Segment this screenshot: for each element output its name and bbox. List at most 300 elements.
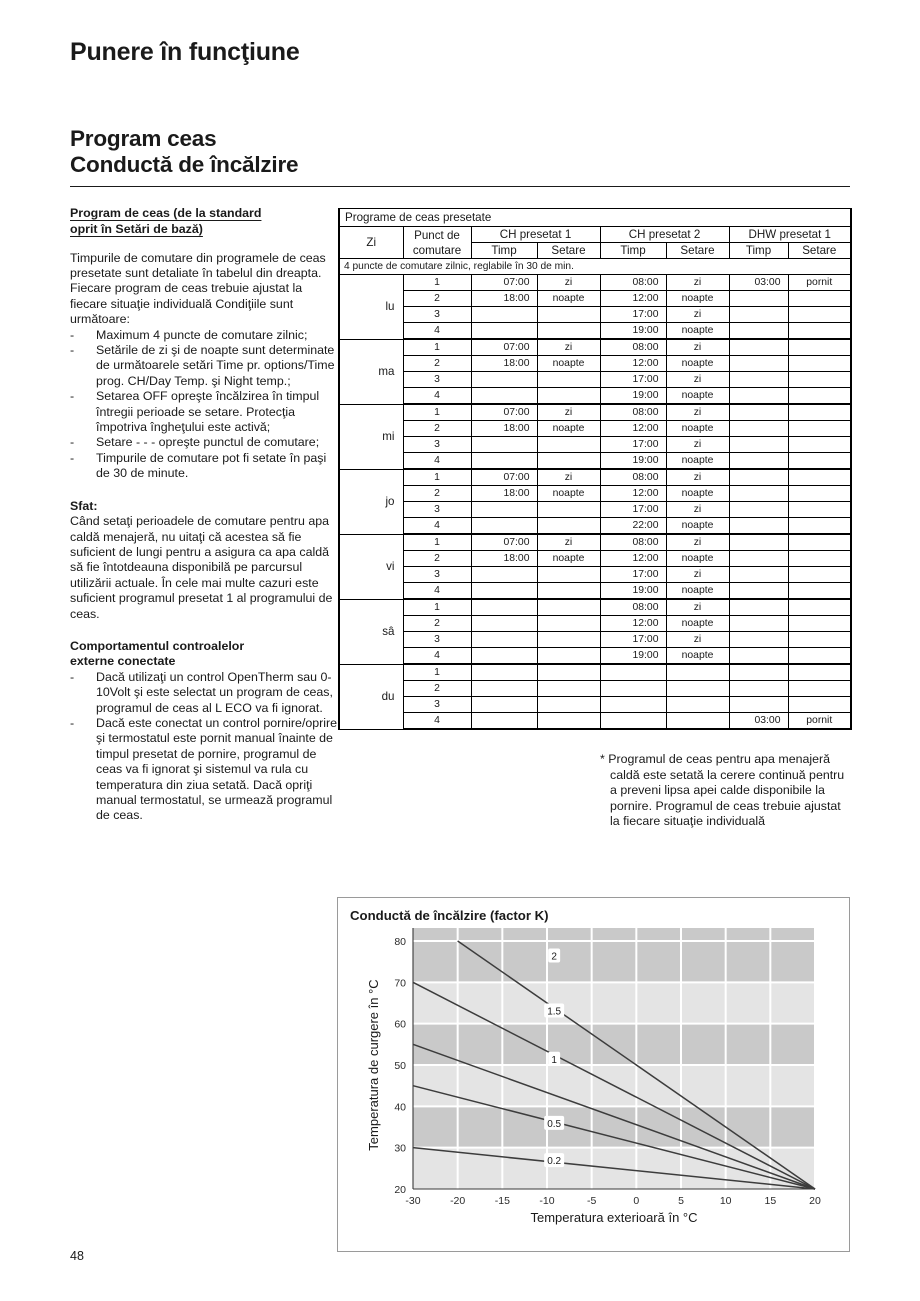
ch1-time: 07:00 (471, 275, 537, 291)
chart-x-axis-label: Temperatura exterioară în °C (530, 1210, 698, 1225)
chart-band (413, 982, 815, 1023)
chart-y-tick-label: 30 (394, 1142, 406, 1155)
ch1-time (471, 616, 537, 632)
chart-x-tick-label: 5 (678, 1195, 684, 1207)
ch1-setting (537, 502, 600, 518)
clock-program-subheading (70, 206, 338, 238)
ch1-setting (537, 453, 600, 470)
day-label: ma (339, 339, 403, 404)
list-item-text: Setările de zi şi de noapte sunt determinate de următoarele setări Time pr. options/Time prog. CH/Day Temp. şi Night temp.; (96, 343, 335, 388)
ch1-setting (537, 372, 600, 388)
dhw-setting: pornit (788, 713, 851, 730)
switch-point-number: 2 (403, 356, 471, 372)
list-item (70, 343, 338, 389)
ch1-time (471, 697, 537, 713)
ch2-setting: zi (666, 404, 729, 421)
ch2-time (600, 697, 666, 713)
chart-y-tick-label: 20 (394, 1184, 406, 1196)
chart-y-axis-label: Temperatura de curgere în °C (366, 979, 381, 1151)
ch2-time: 19:00 (600, 323, 666, 340)
ch2-setting: noapte (666, 583, 729, 600)
switch-point-number: 4 (403, 583, 471, 600)
ch1-time (471, 664, 537, 681)
ch1-time (471, 648, 537, 665)
schedule-table-container (338, 208, 850, 730)
list-item (70, 716, 338, 824)
chart-band (413, 941, 815, 982)
ch2-time: 12:00 (600, 551, 666, 567)
chart-band (413, 1024, 815, 1065)
ch1-setting (537, 323, 600, 340)
dhw-time (729, 291, 788, 307)
day-label: lu (339, 275, 403, 340)
ch2-time: 19:00 (600, 583, 666, 600)
switch-point-number: 1 (403, 664, 471, 681)
intro-paragraph: Timpurile de comutare din programele de ceas presetate sunt detaliate în tabelul din dreapta. Fiecare program de ceas trebuie ajustat la fiecare situaţie individuală Condiţiile sunt următoare: (70, 250, 326, 327)
ch2-time: 17:00 (600, 437, 666, 453)
ch2-time (600, 664, 666, 681)
ch1-setting (537, 388, 600, 405)
table-row (339, 437, 851, 453)
list-item (70, 670, 338, 716)
dhw-setting (788, 291, 851, 307)
day-label: sâ (339, 599, 403, 664)
dhw-setting (788, 453, 851, 470)
switch-point-number: 2 (403, 291, 471, 307)
ch1-time (471, 502, 537, 518)
clock-program-subheading-line-2: oprit în Setări de bază) (70, 221, 203, 236)
table-row (339, 648, 851, 665)
ch1-setting (537, 518, 600, 535)
dhw-setting (788, 697, 851, 713)
ch1-time (471, 388, 537, 405)
ch2-setting: noapte (666, 518, 729, 535)
dhw-time (729, 453, 788, 470)
ch1-time (471, 567, 537, 583)
external-controls-heading (70, 639, 338, 670)
list-item-text: Maximum 4 puncte de comutare zilnic; (96, 327, 308, 342)
ch2-setting: zi (666, 437, 729, 453)
chart-y-tick-label: 60 (394, 1018, 406, 1031)
list-item (70, 435, 338, 450)
ch1-time (471, 713, 537, 730)
title-divider (70, 186, 850, 187)
section-title (70, 126, 298, 178)
ch2-setting: zi (666, 275, 729, 291)
ch2-time: 17:00 (600, 567, 666, 583)
external-controls-list (70, 670, 338, 824)
table-row (339, 307, 851, 323)
list-item (70, 389, 338, 435)
chart-title: Conductă de încălzire (factor K) (350, 908, 549, 923)
dhw-setting (788, 421, 851, 437)
ch1-setting (537, 567, 600, 583)
chart-x-tick-label: -5 (586, 1195, 597, 1207)
dhw-setting (788, 486, 851, 502)
column-header-ch-preset-1: CH presetat 1 (471, 227, 600, 243)
switch-point-number: 4 (403, 518, 471, 535)
ch2-setting: noapte (666, 388, 729, 405)
ch1-time (471, 372, 537, 388)
dhw-setting: pornit (788, 275, 851, 291)
ch2-time: 08:00 (600, 469, 666, 486)
table-caption-row (339, 209, 851, 227)
table-row (339, 681, 851, 697)
ch2-time (600, 713, 666, 730)
dhw-time (729, 356, 788, 372)
table-row (339, 339, 851, 356)
ch2-time: 17:00 (600, 502, 666, 518)
ch2-setting: zi (666, 599, 729, 616)
list-item-text: Dacă utilizaţi un control OpenTherm sau 0-10Volt şi este selectat un program de ceas, programul de ceas al L ECO va fi ignorat. (96, 669, 333, 715)
chart-y-tick-label: 70 (394, 977, 406, 990)
column-header-switch-point: Punct de comutare (403, 227, 471, 259)
sub-column-header: Timp (729, 243, 788, 259)
ch1-setting (537, 307, 600, 323)
ch2-time: 08:00 (600, 339, 666, 356)
ch1-setting: noapte (537, 421, 600, 437)
ch1-time: 07:00 (471, 339, 537, 356)
ch1-time: 18:00 (471, 551, 537, 567)
tip-heading: Sfat: (70, 498, 98, 513)
column-header-dhw-preset-1: DHW presetat 1 (729, 227, 851, 243)
dhw-time (729, 648, 788, 665)
dhw-time (729, 323, 788, 340)
table-row (339, 275, 851, 291)
dash-marker: - (70, 669, 75, 684)
switch-point-number: 4 (403, 713, 471, 730)
ch1-setting: zi (537, 339, 600, 356)
dhw-time: 03:00 (729, 275, 788, 291)
ch2-time: 12:00 (600, 291, 666, 307)
ch2-setting (666, 681, 729, 697)
left-text-column (70, 206, 338, 824)
dhw-setting (788, 404, 851, 421)
ch2-setting: noapte (666, 486, 729, 502)
chart-curve-label-0.2: 0.2 (547, 1156, 562, 1168)
table-row (339, 356, 851, 372)
ch1-time (471, 681, 537, 697)
dhw-setting (788, 551, 851, 567)
ch2-setting (666, 713, 729, 730)
ch1-setting (537, 681, 600, 697)
dhw-time (729, 616, 788, 632)
table-row (339, 323, 851, 340)
ch1-setting (537, 632, 600, 648)
ch1-time (471, 583, 537, 600)
dhw-setting (788, 372, 851, 388)
table-caption: Programe de ceas presetate (339, 209, 851, 227)
dash-marker: - (70, 450, 75, 465)
external-controls-heading-line-1: Comportamentul controalelor (70, 638, 245, 653)
dhw-time (729, 372, 788, 388)
dhw-time (729, 632, 788, 648)
dhw-time (729, 404, 788, 421)
ch2-setting: zi (666, 339, 729, 356)
chart-curve-label-1.5: 1.5 (547, 1006, 562, 1018)
dhw-time (729, 681, 788, 697)
ch1-time: 18:00 (471, 421, 537, 437)
clock-program-subheading-line-1: Program de ceas (de la standard (70, 206, 262, 220)
chart-y-tick-label: 80 (394, 936, 406, 948)
ch2-setting: noapte (666, 648, 729, 665)
dhw-time (729, 502, 788, 518)
sub-column-header: Setare (788, 243, 851, 259)
page-number: 48 (70, 1249, 84, 1263)
ch2-time (600, 681, 666, 697)
ch2-time: 12:00 (600, 486, 666, 502)
ch2-time: 17:00 (600, 372, 666, 388)
ch1-setting: noapte (537, 291, 600, 307)
chart-y-tick-label: 40 (394, 1101, 406, 1114)
table-row (339, 534, 851, 551)
day-label: du (339, 664, 403, 729)
dhw-time (729, 697, 788, 713)
column-header-ch-preset-2: CH presetat 2 (600, 227, 729, 243)
switch-point-number: 1 (403, 275, 471, 291)
ch2-time: 08:00 (600, 534, 666, 551)
ch1-setting: zi (537, 404, 600, 421)
table-note: 4 puncte de comutare zilnic, reglabile în 30 de min. (339, 259, 851, 275)
table-row (339, 583, 851, 600)
dhw-time (729, 437, 788, 453)
dash-marker: - (70, 327, 75, 342)
table-row (339, 453, 851, 470)
ch1-time: 07:00 (471, 404, 537, 421)
switch-point-number: 1 (403, 404, 471, 421)
dhw-setting (788, 323, 851, 340)
table-row (339, 404, 851, 421)
ch1-setting: noapte (537, 486, 600, 502)
sub-column-header: Timp (471, 243, 537, 259)
table-row (339, 518, 851, 535)
switch-point-number: 2 (403, 616, 471, 632)
switch-point-number: 3 (403, 697, 471, 713)
table-group-header-row (339, 227, 851, 243)
switch-point-number: 2 (403, 486, 471, 502)
ch1-setting (537, 599, 600, 616)
dhw-setting (788, 502, 851, 518)
ch2-time: 08:00 (600, 275, 666, 291)
tip-paragraph: Când setaţi perioadele de comutare pentru apa caldă menajeră, nu uitaţi că acestea să fie suficient de lungi pentru a asigura ca apa caldă să fie întotdeauna disponibilă pe parcursul utilizării actuale. În cele mai multe cazuri este suficient programul presetat 1 al programului de ceas. (70, 514, 333, 621)
ch2-setting: noapte (666, 323, 729, 340)
ch1-setting (537, 583, 600, 600)
ch2-time: 19:00 (600, 388, 666, 405)
dhw-setting (788, 664, 851, 681)
chart-x-tick-label: 10 (719, 1195, 732, 1207)
list-item-text: Dacă este conectat un control pornire/oprire şi termostatul este pornit manual înainte de timpul presetat de pornire, programul de ceas va fi ignorat şi sistemul va rula cu temperatura din ziua setată. Dacă opriţi manual termostatul, se urmează programul de ceas. (96, 715, 338, 823)
dhw-footnote-text: * Programul de ceas pentru apa menajeră caldă este setată la cerere continuă pentru a preveni lipsa apei calde disponibile la pornire. Programul de ceas trebuie ajustat la fiecare situaţie individuală (600, 752, 845, 829)
ch2-time: 08:00 (600, 599, 666, 616)
switch-point-number: 1 (403, 469, 471, 486)
list-item-text: Setare - - - opreşte punctul de comutare; (96, 435, 320, 450)
dhw-time (729, 599, 788, 616)
ch2-time: 12:00 (600, 616, 666, 632)
ch1-time (471, 518, 537, 535)
ch2-time: 12:00 (600, 356, 666, 372)
ch1-time (471, 307, 537, 323)
ch1-setting: zi (537, 534, 600, 551)
switch-point-number: 1 (403, 534, 471, 551)
ch2-setting: noapte (666, 291, 729, 307)
chart-y-tick-label: 50 (394, 1060, 406, 1072)
page-title: Punere în funcţiune (70, 38, 300, 66)
ch2-setting (666, 664, 729, 681)
table-row (339, 291, 851, 307)
dhw-setting (788, 648, 851, 665)
switch-point-number: 1 (403, 339, 471, 356)
ch2-setting: zi (666, 307, 729, 323)
dhw-setting (788, 469, 851, 486)
dhw-setting (788, 681, 851, 697)
day-label: vi (339, 534, 403, 599)
dhw-setting (788, 583, 851, 600)
ch2-time: 17:00 (600, 307, 666, 323)
ch1-time (471, 323, 537, 340)
sub-column-header: Setare (537, 243, 600, 259)
ch1-setting: noapte (537, 356, 600, 372)
chart-x-tick-label: -15 (494, 1195, 510, 1207)
conditions-list (70, 328, 338, 482)
ch2-setting: noapte (666, 551, 729, 567)
ch2-time: 19:00 (600, 648, 666, 665)
ch1-setting: zi (537, 469, 600, 486)
ch2-setting: noapte (666, 421, 729, 437)
switch-point-number: 4 (403, 388, 471, 405)
switch-point-number: 4 (403, 648, 471, 665)
preset-clock-programs-table (338, 208, 852, 730)
dhw-setting (788, 437, 851, 453)
switch-point-number: 1 (403, 599, 471, 616)
ch1-time: 18:00 (471, 291, 537, 307)
table-row (339, 567, 851, 583)
column-header-day: Zi (339, 227, 403, 259)
table-row (339, 697, 851, 713)
chart-curve-label-0.5: 0.5 (547, 1118, 562, 1130)
ch1-setting: zi (537, 275, 600, 291)
dhw-setting (788, 388, 851, 405)
dash-marker: - (70, 343, 75, 358)
external-controls-heading-line-2: externe conectate (70, 654, 176, 669)
table-row (339, 551, 851, 567)
dhw-time (729, 567, 788, 583)
ch1-time (471, 632, 537, 648)
ch2-time: 19:00 (600, 453, 666, 470)
table-row (339, 486, 851, 502)
ch2-time: 17:00 (600, 632, 666, 648)
switch-point-number: 4 (403, 453, 471, 470)
chart-x-tick-label: 20 (809, 1195, 821, 1207)
ch2-setting: zi (666, 567, 729, 583)
switch-point-number: 3 (403, 567, 471, 583)
switch-point-number: 2 (403, 681, 471, 697)
ch1-setting (537, 697, 600, 713)
ch2-time: 22:00 (600, 518, 666, 535)
ch1-setting (537, 616, 600, 632)
ch1-setting: noapte (537, 551, 600, 567)
list-item-text: Timpurile de comutare pot fi setate în paşi de 30 de minute. (96, 450, 327, 481)
table-row (339, 632, 851, 648)
heating-curve-chart (337, 897, 850, 1252)
dhw-time (729, 486, 788, 502)
table-row (339, 372, 851, 388)
ch1-setting (537, 664, 600, 681)
ch1-setting (537, 437, 600, 453)
ch2-time: 08:00 (600, 404, 666, 421)
table-row (339, 664, 851, 681)
section-title-line-2: Conductă de încălzire (70, 152, 299, 177)
dhw-time (729, 388, 788, 405)
dhw-setting (788, 567, 851, 583)
table-row (339, 713, 851, 730)
dhw-time (729, 469, 788, 486)
list-item-text: Setarea OFF opreşte încălzirea în timpul întregii perioade se setare. Protecţia împotriva îngheţului este activă; (96, 389, 320, 435)
table-row (339, 616, 851, 632)
chart-x-tick-label: 15 (764, 1195, 777, 1207)
dhw-setting (788, 307, 851, 323)
dash-marker: - (70, 715, 75, 730)
ch1-time: 18:00 (471, 356, 537, 372)
chart-curve-label-2: 2 (551, 951, 557, 963)
ch2-setting: noapte (666, 356, 729, 372)
ch2-time: 12:00 (600, 421, 666, 437)
ch2-setting: noapte (666, 616, 729, 632)
dhw-setting (788, 356, 851, 372)
day-label: jo (339, 469, 403, 534)
dhw-time (729, 583, 788, 600)
ch1-setting (537, 648, 600, 665)
ch1-time (471, 453, 537, 470)
dhw-setting (788, 616, 851, 632)
switch-point-number: 3 (403, 437, 471, 453)
switch-point-number: 2 (403, 551, 471, 567)
dhw-time (729, 421, 788, 437)
dash-marker: - (70, 389, 75, 404)
ch2-setting: zi (666, 632, 729, 648)
ch2-setting: zi (666, 372, 729, 388)
switch-point-number: 3 (403, 372, 471, 388)
chart-band (413, 1106, 815, 1147)
table-row (339, 469, 851, 486)
ch2-setting: zi (666, 469, 729, 486)
dhw-setting (788, 632, 851, 648)
ch2-setting: zi (666, 534, 729, 551)
day-label: mi (339, 404, 403, 469)
ch2-setting: zi (666, 502, 729, 518)
chart-x-tick-label: 0 (633, 1195, 640, 1207)
dhw-time (729, 518, 788, 535)
chart-curve-label-1: 1 (551, 1054, 557, 1066)
dash-marker: - (70, 435, 75, 450)
switch-point-number: 3 (403, 632, 471, 648)
switch-point-number: 4 (403, 323, 471, 340)
dhw-setting (788, 339, 851, 356)
ch1-time (471, 437, 537, 453)
section-title-line-1: Program ceas (70, 126, 217, 151)
switch-point-number: 2 (403, 421, 471, 437)
table-note-row (339, 259, 851, 275)
ch1-time: 07:00 (471, 469, 537, 486)
dhw-setting (788, 518, 851, 535)
table-row (339, 599, 851, 616)
dhw-time: 03:00 (729, 713, 788, 730)
switch-point-number: 3 (403, 502, 471, 518)
ch2-setting: noapte (666, 453, 729, 470)
ch1-time: 07:00 (471, 534, 537, 551)
switch-point-number: 3 (403, 307, 471, 323)
dhw-time (729, 339, 788, 356)
sub-column-header: Timp (600, 243, 666, 259)
